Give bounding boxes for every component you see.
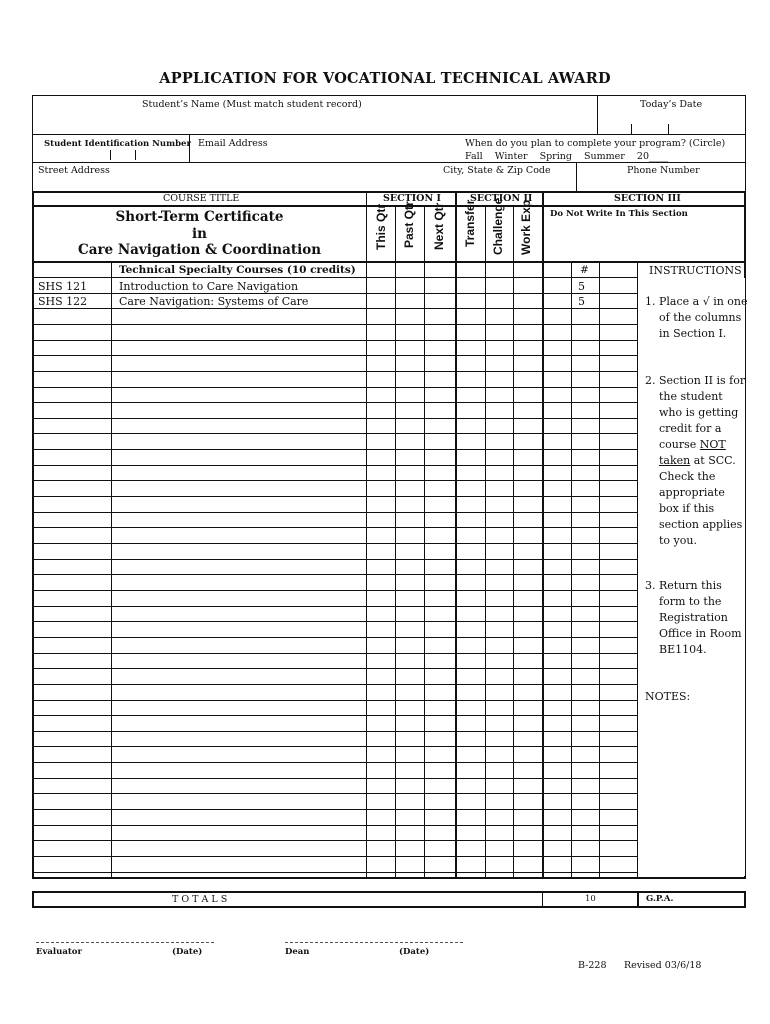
col-challenge: Challenge <box>491 197 505 255</box>
instructions-title: INSTRUCTIONS <box>649 264 742 277</box>
course-category: Technical Specialty Courses (10 credits) <box>119 264 356 276</box>
do-not-write-label: Do Not Write In This Section <box>550 209 688 219</box>
grid-line <box>33 762 637 763</box>
col-past-qtr: Past Qtr <box>402 201 416 248</box>
grid-line <box>33 590 637 591</box>
street-address-field[interactable]: Street Address <box>38 165 110 176</box>
grid-line <box>33 872 637 873</box>
grid-line <box>33 700 637 701</box>
section-1-header: SECTION I <box>383 193 441 204</box>
grid-line <box>33 668 637 669</box>
grid-line <box>33 449 637 450</box>
col-this-qtr: This Qtr <box>374 203 388 250</box>
instruction-2: 2. Section II is for the student who is getting credit for a course NOT taken at SCC. Check the appropriate box if this section applies to you. <box>645 374 746 547</box>
student-name-field[interactable]: Student’s Name (Must match student record) <box>142 99 362 110</box>
grid-line <box>33 512 637 513</box>
grid-line <box>33 574 637 575</box>
grid-line <box>33 433 637 434</box>
completion-question: When do you plan to complete your program? (Circle) <box>465 138 726 149</box>
grid-line <box>33 340 637 341</box>
grid-line <box>33 825 637 826</box>
section-2-header: SECTION II <box>470 193 533 204</box>
evaluator-signature-line[interactable] <box>36 942 214 943</box>
grid-line <box>33 308 637 309</box>
grid-line <box>33 496 637 497</box>
grid-line <box>33 621 637 622</box>
grid-line <box>33 715 637 716</box>
grid-line <box>33 277 637 278</box>
grid-line <box>33 261 745 263</box>
grid-line <box>33 793 637 794</box>
instruction-3: 3. Return this form to the Registration Office in Room BE1104. <box>645 579 742 656</box>
grid-line <box>33 402 637 403</box>
col-transfer: Transfer <box>463 199 477 247</box>
instructions-panel <box>639 278 748 876</box>
grid-line <box>33 324 637 325</box>
grid-line <box>33 653 637 654</box>
program-name-line1: Short-Term Certificate <box>115 209 284 225</box>
grid-line <box>33 527 637 528</box>
grid-line <box>33 746 637 747</box>
grid-line <box>33 856 637 857</box>
course-code: SHS 121 <box>38 280 88 293</box>
dean-signature-line[interactable] <box>285 942 463 943</box>
grid-line <box>33 731 637 732</box>
city-state-zip-field[interactable]: City, State & Zip Code <box>443 165 551 176</box>
totals-label: T O T A L S <box>172 894 228 905</box>
program-name-line2: in <box>192 226 207 242</box>
dean-label: Dean <box>285 947 310 957</box>
evaluator-date-label: (Date) <box>172 947 203 957</box>
course-code: SHS 122 <box>38 295 88 308</box>
completion-terms[interactable]: Fall Winter Spring Summer 20____ <box>465 151 669 162</box>
evaluator-label: Evaluator <box>36 947 82 957</box>
dean-date-label: (Date) <box>399 947 430 957</box>
grid-line <box>33 543 637 544</box>
section-3-header: SECTION III <box>614 193 681 204</box>
grid-line <box>33 606 637 607</box>
gpa-label: G.P.A. <box>646 894 674 904</box>
todays-date-field[interactable]: Today’s Date <box>640 99 703 110</box>
program-name-line3: Care Navigation & Coordination <box>77 242 322 258</box>
grid-line <box>33 840 637 841</box>
grid-line <box>33 637 637 638</box>
revision-date: Revised 03/6/18 <box>624 960 702 971</box>
notes-label: NOTES: <box>645 690 691 703</box>
grid-line <box>33 684 637 685</box>
course-title: Introduction to Care Navigation <box>119 280 299 293</box>
grid-line <box>33 465 637 466</box>
student-id-field[interactable]: Student Identification Number <box>44 139 191 149</box>
credits-symbol: # <box>580 264 589 276</box>
grid-line <box>33 809 637 810</box>
grid-line <box>33 480 637 481</box>
course-credits: 5 <box>578 295 585 308</box>
phone-field[interactable]: Phone Number <box>627 165 700 176</box>
grid-line <box>33 355 637 356</box>
col-work-exp: Work Exp <box>519 199 533 255</box>
grid-line <box>33 559 637 560</box>
instruction-1: 1. Place a √ in one of the columns in Section I. <box>645 295 748 340</box>
course-title: Care Navigation: Systems of Care <box>119 295 309 308</box>
grid-line <box>33 293 637 294</box>
grid-line <box>33 418 637 419</box>
form-code: B-228 <box>578 960 607 971</box>
course-title-header: COURSE TITLE <box>163 193 240 204</box>
grid-line <box>33 387 637 388</box>
grid-line <box>33 778 637 779</box>
course-credits: 5 <box>578 280 585 293</box>
col-next-qtr: Next Qtr <box>432 202 446 250</box>
grid-line <box>33 371 637 372</box>
email-field[interactable]: Email Address <box>198 138 268 149</box>
totals-value: 10 <box>585 894 596 904</box>
form-title: APPLICATION FOR VOCATIONAL TECHNICAL AWARD <box>159 70 611 87</box>
